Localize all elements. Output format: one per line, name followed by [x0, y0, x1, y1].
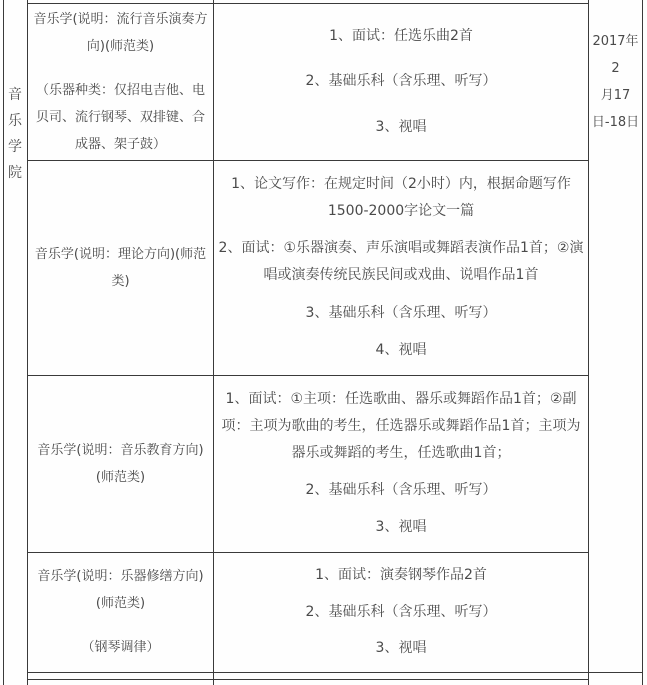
exam-item: 2、基础乐科（含乐理、听写）: [305, 482, 497, 498]
college-char: 学: [8, 139, 22, 155]
major-cell-music-education: [28, 376, 213, 551]
exam-item: 3、视唱: [375, 118, 427, 135]
college-char: 音: [8, 87, 22, 103]
college-char: 院: [8, 165, 22, 181]
exam-item: 3、基础乐科（含乐理、听写）: [305, 304, 497, 321]
table-border-right: [642, 0, 643, 685]
exam-item: 1、论文写作：在规定时间（2小时）内，根据命题写作1500-2000字论文一篇: [231, 176, 571, 220]
exam-date-line: 日-18日: [591, 115, 640, 130]
exam-item: 2、基础乐科（含乐理、听写）: [305, 73, 497, 89]
major-title: 音乐学(说明：流行音乐演奏方向)(师范类): [33, 11, 208, 54]
exam-item: 1、面试：演奏钢琴作品2首: [315, 567, 487, 584]
major-title: 音乐学(说明：理论方向)(师范类): [34, 246, 207, 289]
major-title: 音乐学(说明：音乐教育方向)(师范类): [37, 442, 204, 485]
exam-item: 4、视唱: [375, 341, 427, 358]
exam-item: 1、面试：①主项：任选歌曲、器乐或舞蹈作品1首；②副项：主项为歌曲的考生，任选器乐或舞蹈作品1首；主项为器乐或舞蹈的考生，任选歌曲1首；: [221, 391, 581, 461]
major-cell-instrument-repair: [28, 553, 213, 671]
grid-line-next-group: [27, 679, 589, 680]
major-cell-pop-performance: [28, 4, 213, 159]
exam-content-cell: [214, 376, 588, 551]
exam-item: 3、视唱: [375, 639, 427, 656]
college-char: 乐: [8, 113, 22, 129]
exam-item: 3、视唱: [375, 519, 427, 535]
exam-item: 1、面试：任选乐曲2首: [329, 27, 473, 44]
exam-content-cell: [214, 161, 588, 374]
college-name-cell: [3, 82, 27, 186]
major-note: （乐器种类：仅招电吉他、电贝司、流行钢琴、双排键、合成器、架子鼓）: [35, 82, 205, 152]
major-note: （钢琴调律）: [81, 640, 160, 655]
grid-line-group-bottom: [27, 672, 643, 673]
exam-content-cell: [214, 4, 588, 159]
exam-item: 2、面试：①乐器演奏、声乐演唱或舞蹈表演作品1首；②演唱或演奏传统民族民间或戏曲、说唱作品1首: [218, 240, 584, 284]
exam-date-line: 月17: [600, 88, 631, 103]
exam-item: 2、基础乐科（含乐理、听写）: [305, 603, 497, 620]
exam-date-cell: [589, 28, 642, 136]
major-cell-theory: [28, 161, 213, 374]
exam-content-cell: [214, 553, 588, 671]
major-title: 音乐学(说明：乐器修缮方向)(师范类): [37, 569, 204, 611]
exam-date-line: 2017年2: [592, 34, 639, 76]
